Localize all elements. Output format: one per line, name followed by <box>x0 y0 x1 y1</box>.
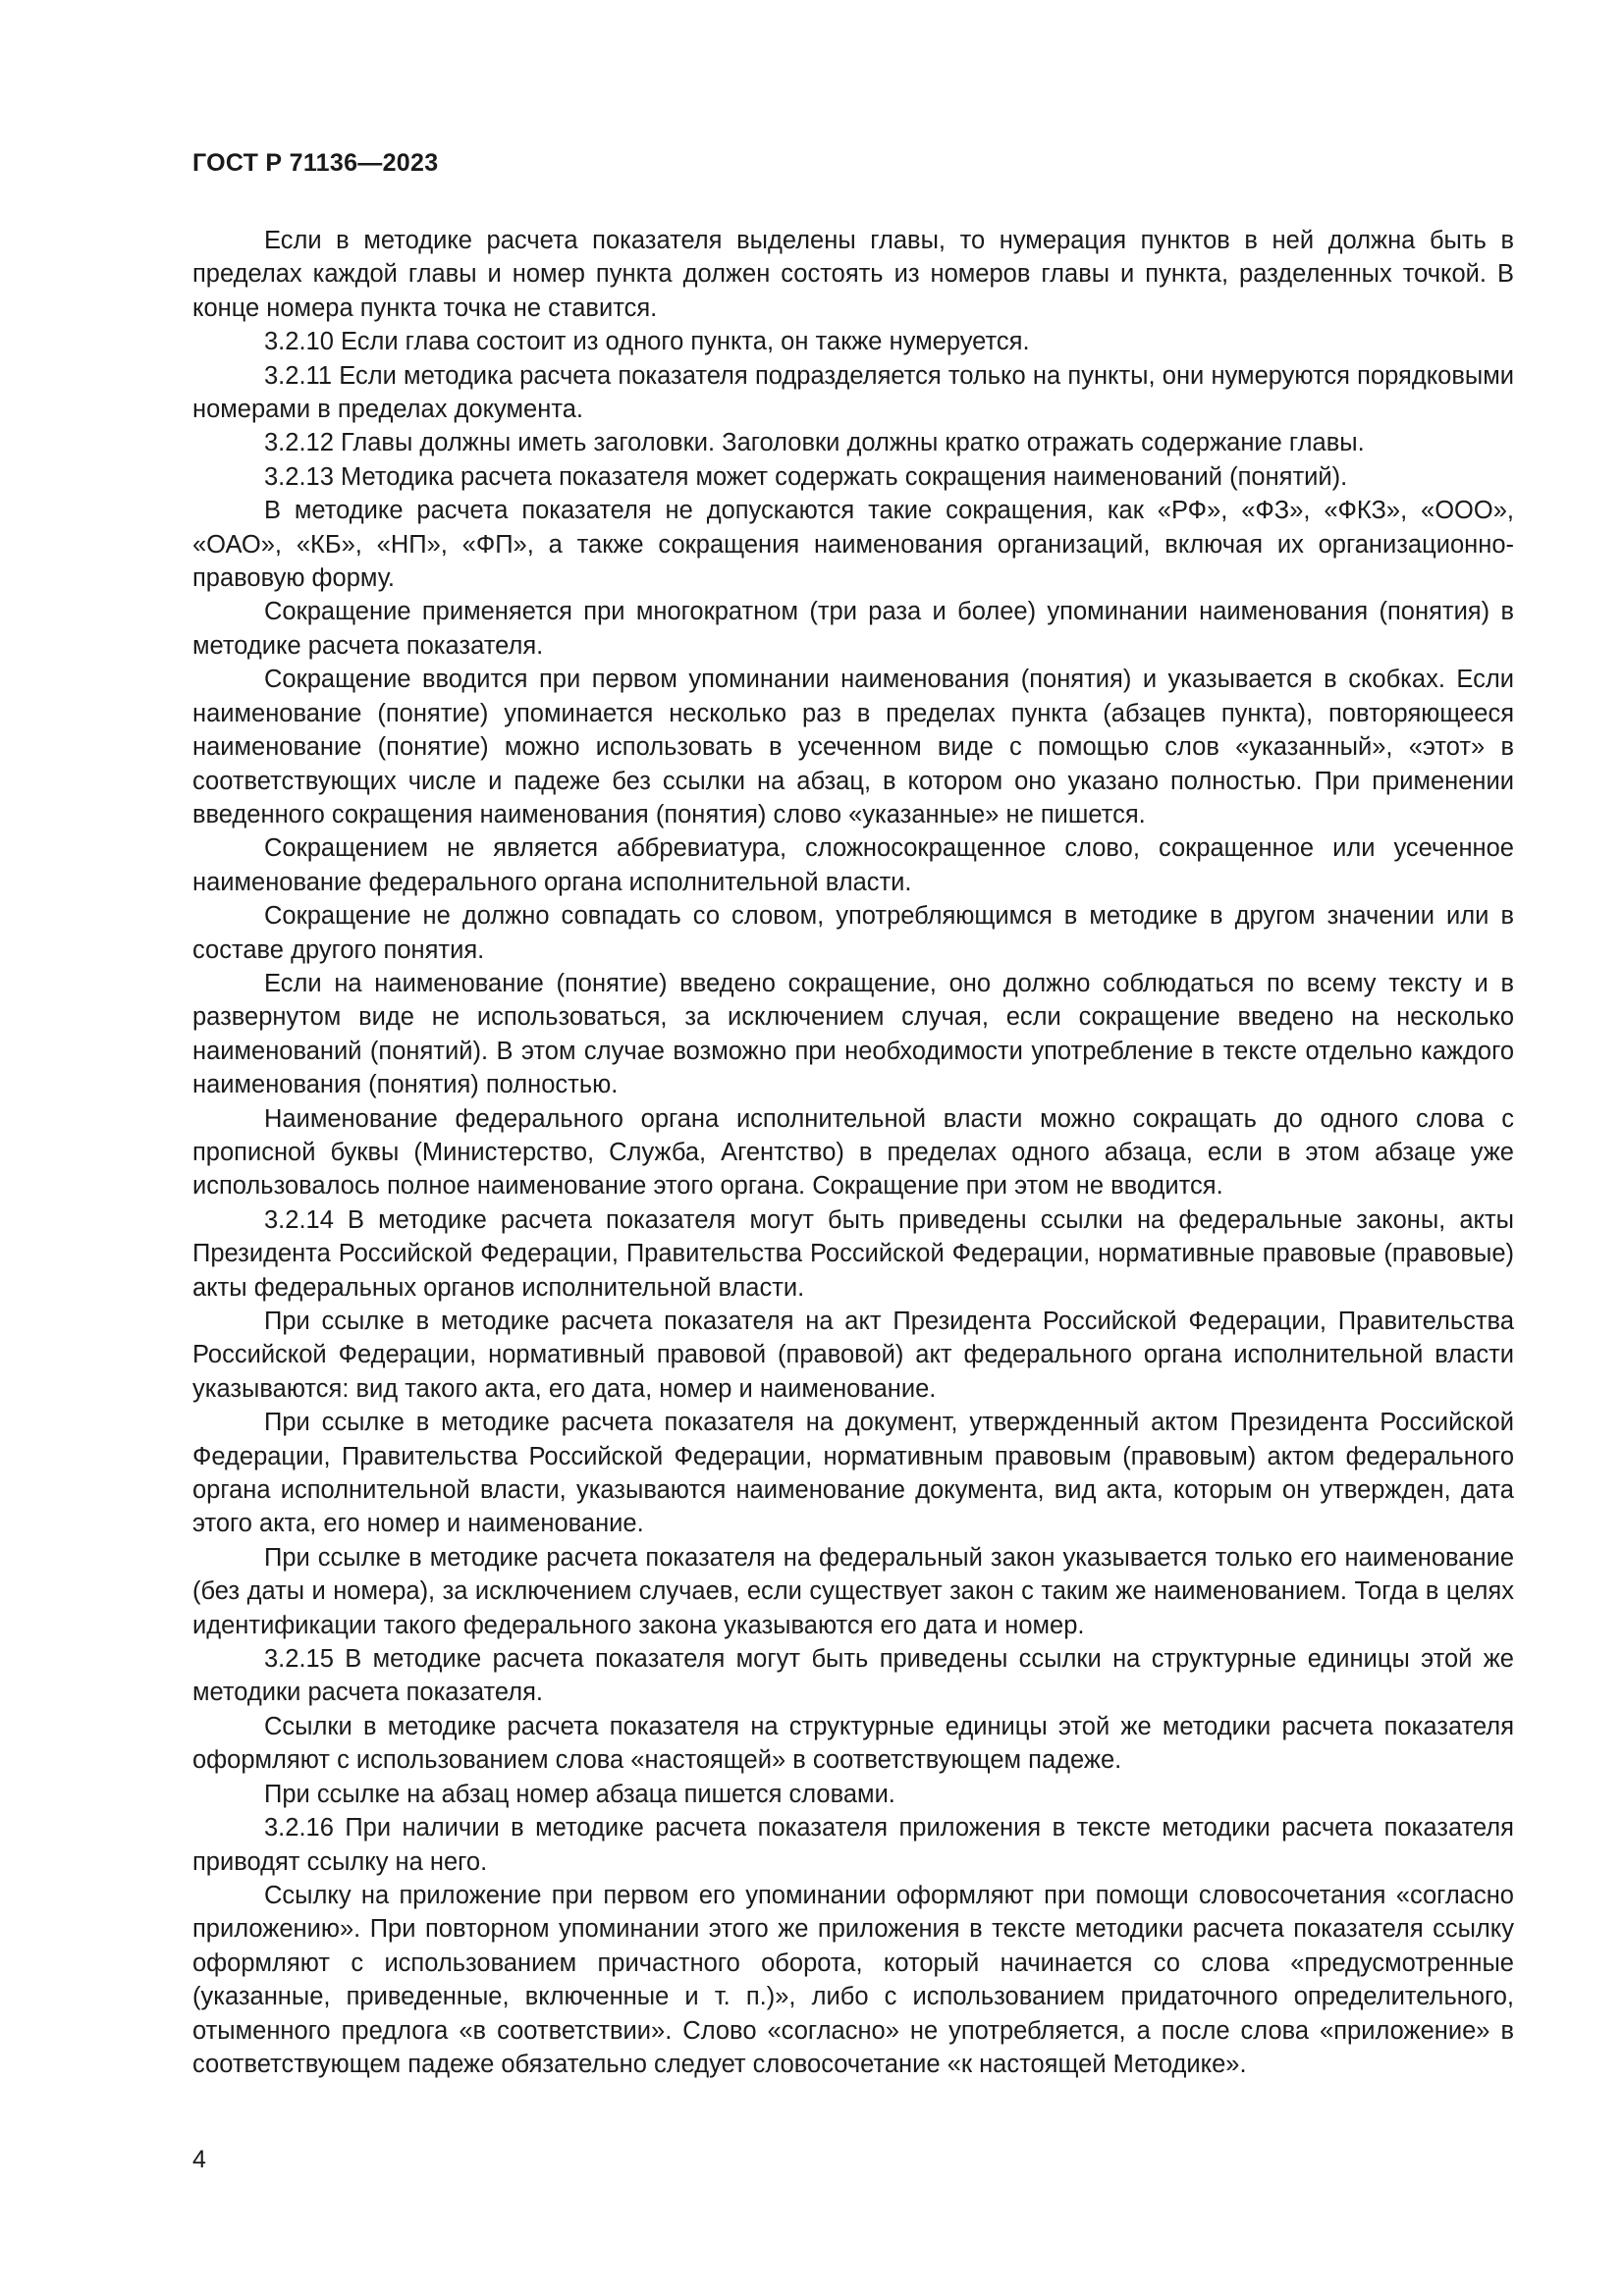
paragraph: Наименование федерального органа исполнительной власти можно сокращать до одного слова с прописной буквы (Министерство, Служба, Агентство) в пределах одного абзаца, если в этом абзаце уже использовалось полное наименование этого органа. Сокращение при этом не вводится. <box>192 1104 1514 1201</box>
paragraph: Сокращение применяется при многократном (три раза и более) упоминании наименования (понятия) в методике расчета показателя. <box>192 598 1514 660</box>
paragraph: 3.2.13 Методика расчета показателя может содержать сокращения наименований (понятий). <box>264 462 1348 491</box>
paragraph: При ссылке в методике расчета показателя на акт Президента Российской Федерации, Правительства Российской Федерации, нормативный правовой (правовой) акт федерального органа исполнительной власти указываются: вид такого акта, его дата, номер и наименование. <box>192 1308 1514 1403</box>
paragraph: Если в методике расчета показателя выделены главы, то нумерация пунктов в ней должна быть в пределах каждой главы и номер пункта должен состоять из номеров главы и пункта, разделенных точкой. В конце номера пункта точка не ставится. <box>192 227 1514 322</box>
paragraph: 3.2.12 Главы должны иметь заголовки. Заголовки должны кратко отражать содержание главы. <box>264 429 1365 457</box>
paragraph: 3.2.11 Если методика расчета показателя подразделяется только на пункты, они нумеруются порядковыми номерами в пределах документа. <box>192 361 1514 424</box>
paragraph: При ссылке в методике расчета показателя на документ, утвержденный актом Президента Российской Федерации, Правительства Российской Федерации, нормативным правовым (правовым) актом федерального органа исполнительной власти, указываются наименование документа, вид акта, которым он утвержден, дата этого акта, его номер и наименование. <box>192 1409 1514 1538</box>
document-body <box>192 224 1514 2081</box>
paragraph: Сокращением не является аббревиатура, сложносокращенное слово, сокращенное или усеченное наименование федерального органа исполнительной власти. <box>192 834 1514 896</box>
paragraph: При ссылке на абзац номер абзаца пишется словами. <box>264 1780 895 1808</box>
paragraph: Если на наименование (понятие) введено сокращение, оно должно соблюдаться по всему тексту и в развернутом виде не использоваться, за исключением случая, если сокращение введено на несколько наименований (понятий). В этом случае возможно при необходимости употребление в тексте отдельно каждого наименования (понятия) полностью. <box>192 969 1514 1099</box>
paragraph: Сокращение не должно совпадать со словом, употребляющимся в методике в другом значении или в составе другого понятия. <box>192 902 1514 964</box>
paragraph: Ссылку на приложение при первом его упоминании оформляют при помощи словосочетания «согласно приложению». При повторном упоминании этого же приложения в тексте методики расчета показателя ссылку оформляют с использованием причастного оборота, который начинается со слова «предусмотренные (указанные, приведенные, включенные и т. п.)», либо с использованием придаточного определительного, отыменного предлога «в соответствии». Слово «согласно» не употребляется, а после слова «приложение» в соответствующем падеже обязательно следует словосочетание «к настоящей Методике». <box>192 1881 1514 2078</box>
paragraph: Ссылки в методике расчета показателя на структурные единицы этой же методики расчета показателя оформляют с использованием слова «настоящей» в соответствующем падеже. <box>192 1712 1514 1775</box>
paragraph: В методике расчета показателя не допускаются такие сокращения, как «РФ», «ФЗ», «ФКЗ», «ООО», «ОАО», «КБ», «НП», «ФП», а также сокращения наименования организаций, включая их организационно-правовую форму. <box>192 497 1514 593</box>
paragraph: 3.2.10 Если глава состоит из одного пункта, он также нумеруется. <box>264 328 1030 356</box>
paragraph: 3.2.15 В методике расчета показателя могут быть приведены ссылки на структурные единицы этой же методики расчета показателя. <box>192 1645 1514 1707</box>
document-header: ГОСТ Р 71136—2023 <box>192 149 439 177</box>
page-number: 4 <box>192 2146 206 2173</box>
paragraph: При ссылке в методике расчета показателя на федеральный закон указывается только его наименование (без даты и номера), за исключением случаев, если существует закон с таким же наименованием. Тогда в целях идентификации такого федерального закона указываются его дата и номер. <box>192 1543 1514 1639</box>
paragraph: 3.2.16 При наличии в методике расчета показателя приложения в тексте методики расчета показателя приводят ссылку на него. <box>192 1814 1514 1876</box>
paragraph: Сокращение вводится при первом упоминании наименования (понятия) и указывается в скобках. Если наименование (понятие) упоминается несколько раз в пределах пункта (абзацев пункта), повторяющееся наименование (понятие) можно использовать в усеченном виде с помощью слов «указанный», «этот» в соответствующих числе и падеже без ссылки на абзац, в котором оно указано полностью. При применении введенного сокращения наименования (понятия) слово «указанные» не пишется. <box>192 666 1514 828</box>
paragraph: 3.2.14 В методике расчета показателя могут быть приведены ссылки на федеральные законы, акты Президента Российской Федерации, Правительства Российской Федерации, нормативные правовые (правовые) акты федеральных органов исполнительной власти. <box>192 1205 1514 1302</box>
